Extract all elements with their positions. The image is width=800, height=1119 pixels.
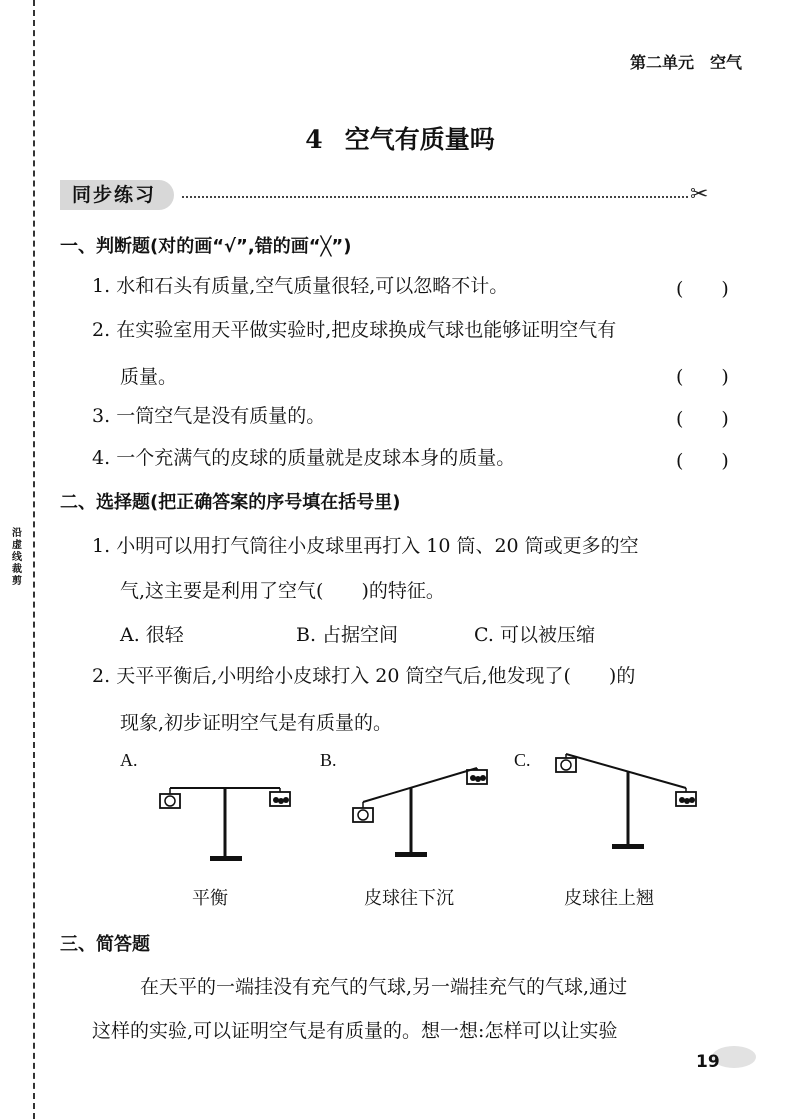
question-number: 1.: [92, 275, 111, 297]
s1-answer-2[interactable]: ( ): [676, 366, 729, 388]
question-text: 一筒空气是没有质量的。: [116, 405, 326, 427]
question-text: 天平平衡后,小明给小皮球打入 20 筒空气后,他发现了( )的: [116, 665, 636, 687]
practice-banner: 同步练习: [60, 180, 174, 210]
s1-answer-3[interactable]: ( ): [676, 408, 729, 430]
figure-a-caption: 平衡: [192, 888, 228, 909]
s1-answer-4[interactable]: ( ): [676, 450, 729, 472]
question-text: 水和石头有质量,空气质量很轻,可以忽略不计。: [116, 275, 509, 297]
s1-question-1: [92, 274, 508, 298]
banner-dotted-line: [182, 196, 688, 198]
lesson-number: 4: [305, 125, 323, 154]
s2-question-2-cont: 现象,初步证明空气是有质量的。: [120, 712, 393, 734]
section1-heading: 一、判断题(对的画“√”,错的画“╳”): [60, 236, 352, 257]
figure-b-caption: 皮球往下沉: [364, 888, 454, 909]
balance-figure-b: [345, 756, 495, 860]
page-title: [0, 120, 800, 156]
s2-question-2: [92, 664, 635, 688]
figure-a-label[interactable]: A.: [120, 750, 138, 770]
cut-label: 沿虚线裁剪: [12, 528, 22, 587]
section3-line2: 这样的实验,可以证明空气是有质量的。想一想:怎样可以让实验: [92, 1020, 618, 1042]
s2-question-1-cont: 气,这主要是利用了空气( )的特征。: [120, 580, 445, 602]
figure-b-label[interactable]: B.: [320, 750, 337, 770]
s1-question-4: [92, 446, 515, 470]
balance-figure-a: [150, 776, 300, 866]
question-number: 1.: [92, 535, 111, 557]
balance-figure-c: [548, 748, 708, 860]
section3-line1: 在天平的一端挂没有充气的气球,另一端挂充气的气球,通过: [140, 976, 628, 998]
question-number: 2.: [92, 665, 111, 687]
figure-c-caption: 皮球往上翘: [564, 888, 654, 909]
question-number: 3.: [92, 405, 111, 427]
s1-answer-1[interactable]: ( ): [676, 278, 729, 300]
question-text: 在实验室用天平做实验时,把皮球换成气球也能够证明空气有: [116, 319, 617, 341]
figure-c-label[interactable]: C.: [514, 750, 531, 770]
question-text: 一个充满气的皮球的质量就是皮球本身的质量。: [116, 447, 516, 469]
s1-question-2: [92, 318, 616, 342]
question-text: 小明可以用打气筒往小皮球里再打入 10 筒、20 筒或更多的空: [116, 535, 639, 557]
cut-line: [33, 0, 35, 1119]
page-number: 19: [696, 1052, 720, 1072]
scissors-icon: ✂: [690, 182, 709, 207]
unit-header: 第二单元 空气: [629, 53, 742, 72]
s2-question-1: [92, 534, 639, 558]
question-number: 2.: [92, 319, 111, 341]
section3-heading: 三、简答题: [60, 934, 150, 955]
section2-heading: 二、选择题(把正确答案的序号填在括号里): [60, 492, 401, 513]
s1-question-3: [92, 404, 325, 428]
question-number: 4.: [92, 447, 111, 469]
s1-question-2-cont: 质量。: [120, 366, 178, 388]
option-c[interactable]: C. 可以被压缩: [474, 624, 595, 646]
lesson-title: 空气有质量吗: [344, 125, 495, 154]
option-b[interactable]: B. 占据空间: [296, 624, 399, 646]
option-a[interactable]: A. 很轻: [120, 624, 184, 646]
